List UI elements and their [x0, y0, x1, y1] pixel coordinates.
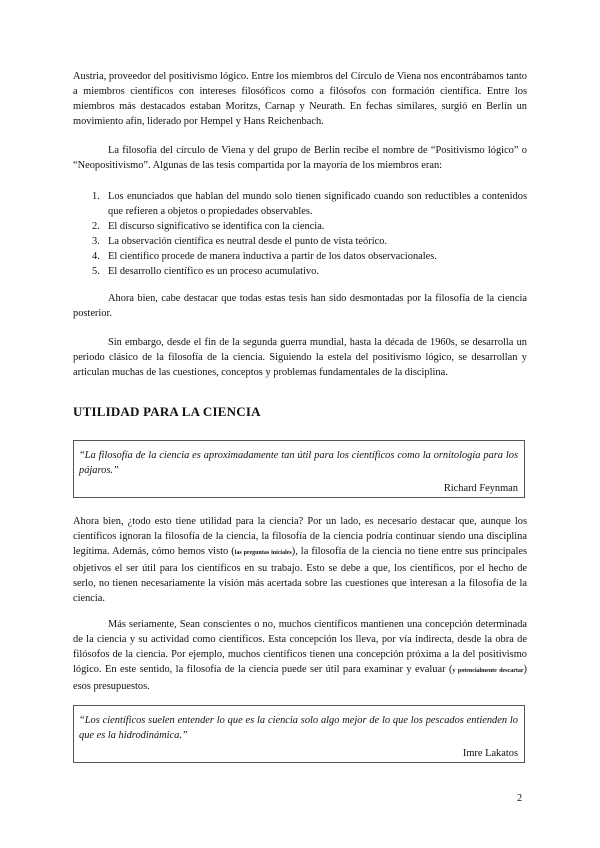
list-item: 1. Los enunciados que hablan del mundo solo tienen significado cuando son reductibles a contenidos que refieren a objetos o propiedades observables. — [92, 191, 527, 217]
paragraph-dismantled: Ahora bien, cabe destacar que todas estas tesis han sido desmontadas por la filosofía de la ciencia posterior. — [73, 293, 527, 319]
quote-author: Imre Lakatos — [462, 748, 518, 759]
paragraph-positivism: La filosofía del círculo de Viena y del grupo de Berlín recibe el nombre de “Positivismo lógico” o “Neopositivismo”. Algunas de las tesis compartida por la mayoría de los miembros eran: — [73, 145, 527, 171]
paragraph-utility: Ahora bien, ¿todo esto tiene utilidad para la ciencia? Por un lado, es necesario destacar que, aunque los científicos ignoran la filosofía de la ciencia, la filosofía de la ciencia podría continuar siendo una disciplina legítima. Además, cómo hemos visto (las preguntas iniciales), la filosofía de la ciencia no tiene entre sus principales objetivos el ser útil para los científicos en su trabajo. Esto se debe a que, los científicos, por el hecho de serlo, no tienen necesariamente la visión más acertada sobre las cuestiones que interesan a la filosofía de la ciencia. — [73, 516, 527, 604]
paragraph-classic-period: Sin embargo, desde el fin de la segunda guerra mundial, hasta la década de 1960s, se desarrolla un periodo clásico de la filosofía de la ciencia. Siguiendo la estela del positivismo lógico, se desarrollan y articulan muchas de las cuestiones, conceptos y problemas fundamentales de la disciplina. — [73, 337, 527, 378]
list-item: 3. La observación científica es neutral desde el punto de vista teórico. — [92, 236, 387, 247]
inline-small-note: y potencialmente descartar — [452, 668, 524, 674]
theses-list — [73, 189, 527, 279]
inline-small-note: las preguntas iniciales — [234, 550, 292, 556]
paragraph-intro: Austria, proveedor del positivismo lógico. Entre los miembros del Círculo de Viena nos encontrábamos tanto a miembros científicos con intereses filosóficos como a filósofos con formación científica. Entre los miembros más destacados estaban Moritzs, Carnap y Neurath. En fechas similares, surgió en Berlín un movimiento afín, liderado por Hempel y Hans Reichenbach. — [73, 71, 527, 127]
quote-text: “La filosofía de la ciencia es aproximadamente tan útil para los científicos como la ornitología para los pájaros.” — [79, 450, 518, 476]
paragraph-conceptions: Más seriamente, Sean conscientes o no, muchos científicos mantienen una concepción determinada de la ciencia y su actividad como científicos. Esta concepción los lleva, por vía indirecta, desde la obra de filósofos de la ciencia. Por ejemplo, muchos científicos tienen una concepción próxima a la del positivismo lógico. En este sentido, la filosofía de la ciencia puede ser útil para examinar y evaluar (y potencialmente descartar) esos presupuestos. — [73, 619, 527, 692]
section-heading: UTILIDAD PARA LA CIENCIA — [73, 404, 261, 419]
list-item: 4. El científico procede de manera inductiva a partir de los datos observacionales. — [92, 251, 437, 262]
list-item: 5. El desarrollo científico es un proceso acumulativo. — [92, 266, 319, 277]
quote-text: “Los científicos suelen entender lo que es la ciencia solo algo mejor de lo que los pescados entienden lo que es la hidrodinámica.” — [79, 715, 518, 741]
quote-box-feynman — [73, 440, 525, 498]
quote-author: Richard Feynman — [443, 483, 518, 494]
list-item: 2. El discurso significativo se identifica con la ciencia. — [92, 221, 325, 232]
page-number: 2 — [517, 793, 523, 804]
quote-box-lakatos — [73, 705, 525, 763]
